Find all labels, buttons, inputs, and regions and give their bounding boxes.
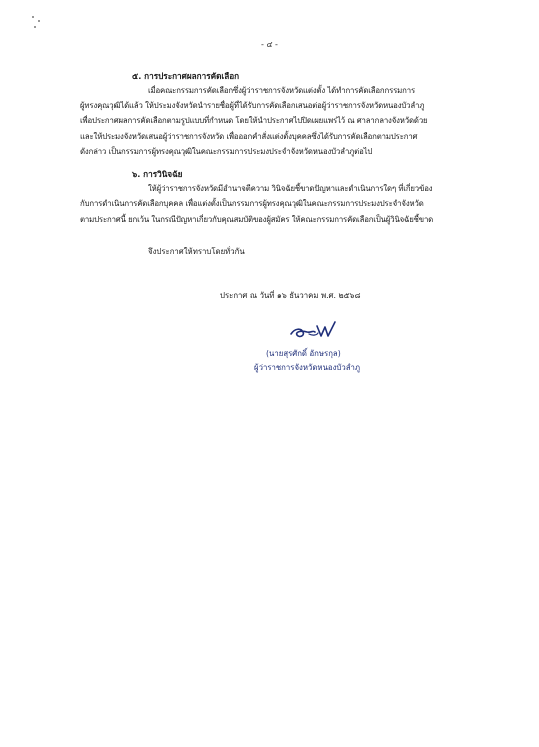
section-6-line-3: ตามประกาศนี้ ยกเว้น ในกรณีปัญหาเกี่ยวกับคุณสมบัติของผู้สมัคร ให้คณะกรรมการคัดเลือกเป็นผู้วินิจฉัยชี้ขาด (80, 215, 434, 224)
signer-title: ผู้ว่าราชการจังหวัดหนองบัวลำภู (254, 363, 361, 372)
closing-statement: จึงประกาศให้ทราบโดยทั่วกัน (148, 247, 245, 256)
section-6-heading: ๖. การวินิจฉัย (132, 169, 183, 179)
page-number: - ๔ - (261, 40, 278, 49)
section-5-heading: ๕. การประกาศผลการคัดเลือก (132, 71, 240, 81)
section-6-line-2: กับการดำเนินการคัดเลือกบุคคล เพื่อแต่งตั้งเป็นกรรมการผู้ทรงคุณวุฒิในคณะกรรมการประมงประจำจังหวัด (80, 199, 424, 208)
handwritten-signature (287, 318, 347, 344)
scan-speck-marks (30, 14, 44, 34)
section-5-line-3: เพื่อประกาศผลการคัดเลือกตามรูปแบบที่กำหนด โดยให้นำประกาศไปปิดเผยแพร่ไว้ ณ ศาลากลางจังหวัดด้วย (80, 116, 428, 125)
announcement-date: ประกาศ ณ วันที่ ๑๖ ธันวาคม พ.ศ. ๒๕๖๘ (220, 291, 361, 300)
section-5-line-5: ดังกล่าว เป็นกรรมการผู้ทรงคุณวุฒิในคณะกรรมการประมงประจำจังหวัดหนองบัวลำภูต่อไป (80, 147, 373, 156)
section-5-line-1: เมื่อคณะกรรมการคัดเลือกซึ่งผู้ว่าราชการจังหวัดแต่งตั้ง ได้ทำการคัดเลือกกรรมการ (148, 86, 415, 95)
signer-name: (นายสุรศักดิ์ อักษรกุล) (266, 349, 341, 358)
section-6-line-1: ให้ผู้ว่าราชการจังหวัดมีอำนาจตีความ วินิจฉัยชี้ขาดปัญหาและดำเนินการใดๆ ที่เกี่ยวข้อง (148, 184, 433, 193)
section-5-line-4: และให้ประมงจังหวัดเสนอผู้ว่าราชการจังหวัด เพื่อออกคำสั่งแต่งตั้งบุคคลซึ่งได้รับการคัดเลือกตามประกาศ (80, 132, 418, 141)
section-5-line-2: ผู้ทรงคุณวุฒิได้แล้ว ให้ประมงจังหวัดนำรายชื่อผู้ที่ได้รับการคัดเลือกเสนอต่อผู้ว่าราชการจังหวัดหนองบัวลำภู (80, 101, 425, 110)
